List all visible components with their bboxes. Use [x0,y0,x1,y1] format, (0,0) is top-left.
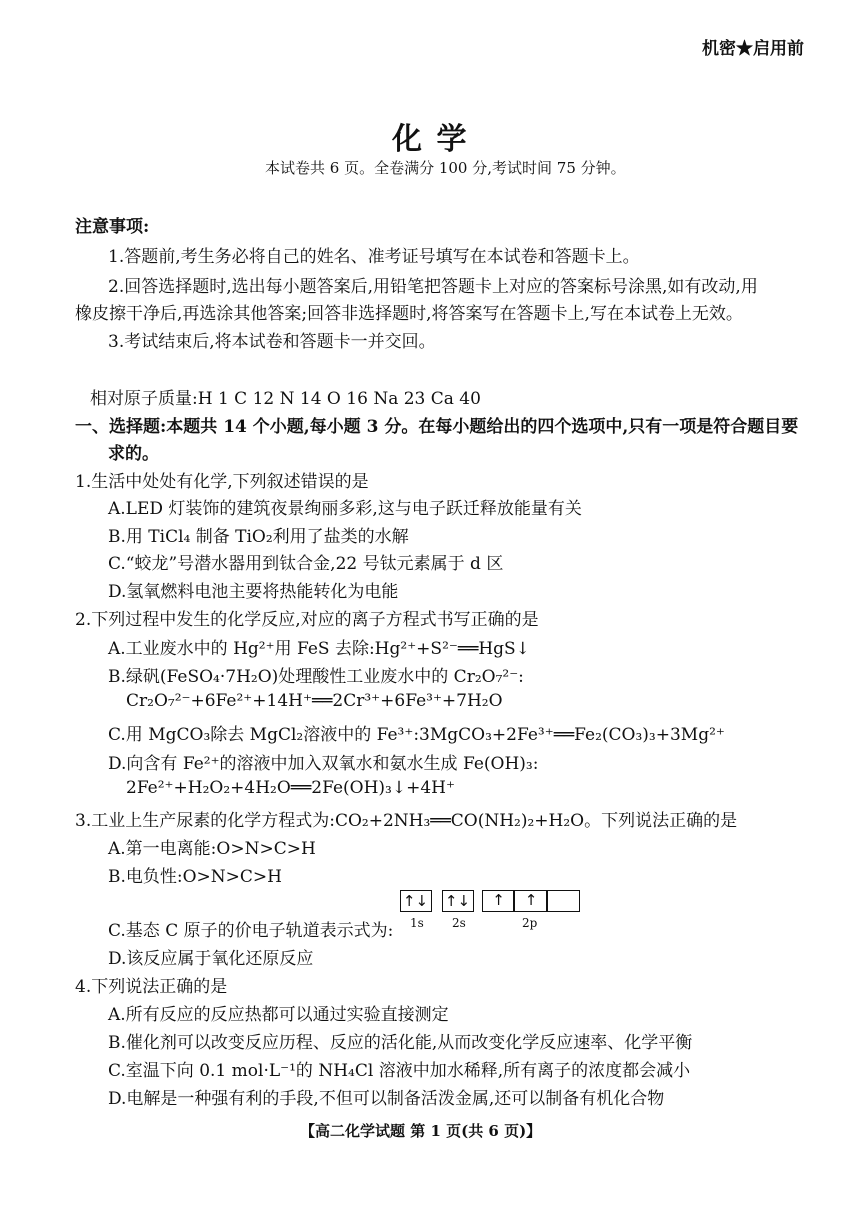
question-2-option-d-equation: 2Fe²⁺+H₂O₂+4H₂O══2Fe(OH)₃↓+4H⁺ [126,778,455,798]
page-footer: 【高二化学试题 第 1 页(共 6 页)】 [300,1122,542,1140]
orbital-2p-1-electron: ↑ [492,891,505,909]
question-1-option-a: A.LED 灯装饰的建筑夜景绚丽多彩,这与电子跃迁释放能量有关 [108,499,582,519]
question-1-option-b: B.用 TiCl₄ 制备 TiO₂利用了盐类的水解 [108,527,409,547]
question-1-stem: 1.生活中处处有化学,下列叙述错误的是 [75,472,369,492]
section-heading-line1: 一、选择题:本题共 14 个小题,每小题 3 分。在每小题给出的四个选项中,只有一项是符合题目要 [75,417,799,437]
question-3-option-b: B.电负性:O>N>C>H [108,867,283,887]
question-3-option-d: D.该反应属于氧化还原反应 [108,949,314,969]
atomic-masses: 相对原子质量:H 1 C 12 N 14 O 16 Na 23 Ca 40 [90,389,481,409]
question-4-option-d: D.电解是一种强有利的手段,不但可以制备活泼金属,还可以制备有机化合物 [108,1089,665,1109]
question-2-stem: 2.下列过程中发生的化学反应,对应的离子方程式书写正确的是 [75,610,539,630]
question-3-option-a: A.第一电离能:O>N>C>H [108,839,316,859]
orbital-2p-3-electron [548,891,578,910]
orbital-box-1s [400,890,432,912]
question-3-stem: 3.工业上生产尿素的化学方程式为:CO₂+2NH₃══CO(NH₂)₂+H₂O。下列说法正确的是 [75,811,738,831]
orbital-2p-divider-1 [513,890,515,912]
orbital-box-2s [442,890,474,912]
page-subtitle: 本试卷共 6 页。全卷满分 100 分,考试时间 75 分钟。 [265,159,626,177]
orbital-diagram [400,890,585,938]
notice-item-3: 3.考试结束后,将本试卷和答题卡一并交回。 [108,332,436,352]
question-2-option-c: C.用 MgCO₃除去 MgCl₂溶液中的 Fe³⁺:3MgCO₃+2Fe³⁺══Fe₂(CO₃)₃+3Mg²⁺ [108,725,725,745]
question-4-option-c: C.室温下向 0.1 mol·L⁻¹的 NH₄Cl 溶液中加水稀释,所有离子的浓度都会减小 [108,1061,691,1081]
notice-item-2a: 2.回答选择题时,选出每小题答案后,用铅笔把答题卡上对应的答案标号涂黑,如有改动,用 [108,277,758,297]
question-1-option-d: D.氢氧燃料电池主要将热能转化为电能 [108,582,399,602]
orbital-2s-electrons: ↑↓ [444,892,471,910]
question-1-option-c: C.“蛟龙”号潜水器用到钛合金,22 号钛元素属于 d 区 [108,554,504,574]
notice-item-2b: 橡皮擦干净后,再选涂其他答案;回答非选择题时,将答案写在答题卡上,写在本试卷上无效。 [75,304,743,324]
question-4-option-a: A.所有反应的反应热都可以通过实验直接测定 [108,1005,449,1025]
orbital-2p-divider-2 [546,890,548,912]
question-2-option-d: D.向含有 Fe²⁺的溶液中加入双氧水和氨水生成 Fe(OH)₃: [108,754,539,774]
question-4-stem: 4.下列说法正确的是 [75,977,228,997]
orbital-2p-2-electron: ↑ [524,891,538,909]
orbital-label-2s: 2s [452,916,466,930]
orbital-label-2p: 2p [522,916,538,930]
orbital-label-1s: 1s [410,916,424,930]
section-heading-line2: 求的。 [108,444,159,464]
secret-tag: 机密★启用前 [702,39,804,59]
question-2-option-b-equation: Cr₂O₇²⁻+6Fe²⁺+14H⁺══2Cr³⁺+6Fe³⁺+7H₂O [126,691,503,711]
question-3-option-c: C.基态 C 原子的价电子轨道表示式为: [108,921,394,941]
question-2-option-a: A.工业废水中的 Hg²⁺用 FeS 去除:Hg²⁺+S²⁻══HgS↓ [108,639,530,659]
question-4-option-b: B.催化剂可以改变反应历程、反应的活化能,从而改变化学反应速率、化学平衡 [108,1033,693,1053]
page-title: 化 学 [392,122,469,157]
notice-item-1: 1.答题前,考生务必将自己的姓名、准考证号填写在本试卷和答题卡上。 [108,247,640,267]
notice-heading: 注意事项: [75,217,150,237]
question-2-option-b: B.绿矾(FeSO₄·7H₂O)处理酸性工业废水中的 Cr₂O₇²⁻: [108,667,524,687]
orbital-box-2p [482,890,580,912]
orbital-1s-electrons: ↑↓ [402,892,429,910]
